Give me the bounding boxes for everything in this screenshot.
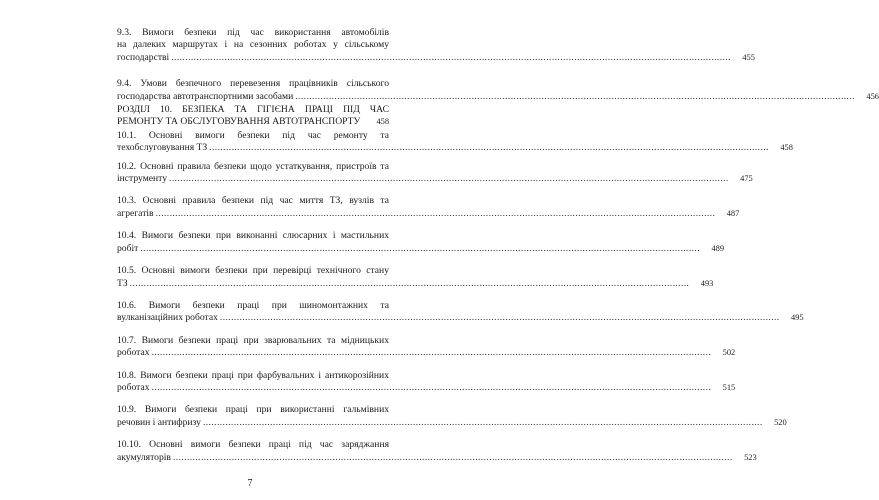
toc-entry-title-end: техобслуговування ТЗ xyxy=(117,142,208,154)
dot-leader: ........................................................................................................................................................................................................ xyxy=(129,277,690,289)
toc-entry[interactable] xyxy=(117,78,879,103)
toc-entry[interactable] xyxy=(117,160,753,186)
toc-entry-title-end: роботах xyxy=(117,381,150,393)
toc-entry-title-end: агрегатів xyxy=(117,207,154,219)
toc-entry-last-line xyxy=(117,90,879,103)
dot-leader: ........................................................................................................................................................................................................ xyxy=(219,312,780,324)
toc-page-number: 515 xyxy=(722,382,736,392)
dot-leader: ........................................................................................................................................................................................................ xyxy=(151,347,712,359)
toc-entry-last-line xyxy=(117,416,787,429)
toc-entry-title-end: акумуляторів xyxy=(117,451,171,463)
toc-entry-line: 9.3. Вимоги безпеки під час використання автомобілів xyxy=(117,27,389,38)
toc-entry-last-line xyxy=(117,242,725,255)
toc-entry-line: 10.8. Вимоги безпеки праці при фарбувальних і антикорозійних xyxy=(117,369,389,381)
toc-page-number: 523 xyxy=(744,452,757,462)
toc-entry[interactable] xyxy=(117,104,389,129)
toc-entry[interactable] xyxy=(117,299,804,325)
dot-leader: ........................................................................................................................................................................................................ xyxy=(140,242,701,254)
toc-entry-last-line xyxy=(117,347,736,359)
toc-page-number: 502 xyxy=(722,348,736,358)
toc-entry-title-end: вулканізаційних роботах xyxy=(117,312,218,324)
dot-leader: ........................................................................................................................................................................................................ xyxy=(295,90,855,102)
toc-entry-title-end: речовин і антифризу xyxy=(117,416,201,428)
toc-entry-line: 10.4. Вимоги безпеки при виконанні слюсарних і мастильних xyxy=(117,230,389,242)
toc-entry-last-line xyxy=(117,51,755,64)
toc-entry-last-line xyxy=(117,173,753,185)
toc-entry-title-end: господарстві xyxy=(117,51,170,63)
toc-entry-line: 10.1. Основні вимоги безпеки під час ремонту та xyxy=(117,129,389,141)
toc-entry[interactable] xyxy=(117,369,736,395)
toc-entry[interactable] xyxy=(117,195,740,220)
toc-page-number: 487 xyxy=(726,208,740,218)
toc-entry[interactable] xyxy=(117,230,725,255)
toc-entry-last-line xyxy=(117,381,736,394)
toc-page-number: 475 xyxy=(740,174,753,184)
dot-leader: ........................................................................................................................................................................................................ xyxy=(169,173,729,185)
toc-entry-title-end: РЕМОНТУ ТА ОБСЛУГОВУВАННЯ АВТОТРАНСПОРТУ xyxy=(117,116,361,128)
toc-entry-title-end: господарства автотранспортними засобами xyxy=(117,90,294,102)
toc-entry[interactable] xyxy=(117,439,757,464)
toc-entry-title-end: робіт xyxy=(117,242,139,254)
toc-page-number: 489 xyxy=(711,243,725,253)
toc-entry-title-end: роботах xyxy=(117,347,150,359)
page-number: 7 xyxy=(247,478,253,489)
toc-entry-last-line xyxy=(117,451,757,464)
toc-entry-last-line xyxy=(117,142,793,154)
dot-leader: ........................................................................................................................................................................................................ xyxy=(155,207,716,219)
toc-entry[interactable] xyxy=(117,404,787,429)
toc-page-number: 455 xyxy=(742,52,755,62)
toc-entry-last-line xyxy=(117,116,389,128)
toc-entry-line: на далеких маршрутах і на сезонних роботах у сільському xyxy=(117,39,389,51)
toc-page-number: 495 xyxy=(791,313,804,323)
toc-entry[interactable] xyxy=(117,27,755,64)
toc-entry-line: 10.3. Основні правила безпеки під час миття ТЗ, вузлів та xyxy=(117,195,389,207)
toc-entry[interactable] xyxy=(117,334,736,360)
toc-entry-line: 10.10. Основні вимоги безпеки праці під час заряджання xyxy=(117,439,389,451)
dot-leader: ........................................................................................................................................................................................................ xyxy=(202,416,763,428)
toc-entry-last-line xyxy=(117,277,714,290)
toc-page-number: 520 xyxy=(774,417,787,427)
toc-entry-line: 10.9. Вимоги безпеки праці при використанні гальмівних xyxy=(117,404,389,416)
toc-page-number: 493 xyxy=(700,278,714,288)
toc-entry-line: 10.6. Вимоги безпеки праці при шиномонтажних та xyxy=(117,299,389,311)
toc-entry-line: 10.5. Основні вимоги безпеки при перевірці технічного стану xyxy=(117,265,389,277)
toc-entry-line: 10.2. Основні правила безпеки щодо устаткування, пристроїв та xyxy=(117,160,389,172)
toc-page-number: 458 xyxy=(780,143,793,153)
toc-entry-line: РОЗДІЛ 10. БЕЗПЕКА ТА ГІГІЄНА ПРАЦІ ПІД ЧАС xyxy=(117,104,389,116)
dot-leader: ........................................................................................................................................................................................................ xyxy=(171,51,731,63)
toc-entry-title-end: інструменту xyxy=(117,173,168,185)
toc-entry-last-line xyxy=(117,207,740,220)
table-of-contents xyxy=(117,27,879,464)
dot-leader: ........................................................................................................................................................................................................ xyxy=(151,381,712,393)
toc-entry-last-line xyxy=(117,312,804,324)
toc-entry-title-end: ТЗ xyxy=(117,277,128,289)
toc-page-number: 458 xyxy=(376,117,389,127)
toc-entry[interactable] xyxy=(117,129,793,155)
dot-leader: ........................................................................................................................................................................................................ xyxy=(172,451,733,463)
toc-page-number: 456 xyxy=(866,91,879,101)
dot-leader: ........................................................................................................................................................................................................ xyxy=(209,142,769,154)
toc-entry[interactable] xyxy=(117,265,714,290)
toc-entry-line: 9.4. Умови безпечного перевезення працівників сільського xyxy=(117,78,389,90)
toc-entry-line: 10.7. Вимоги безпеки праці при зварювальних та мідницьких xyxy=(117,334,389,346)
